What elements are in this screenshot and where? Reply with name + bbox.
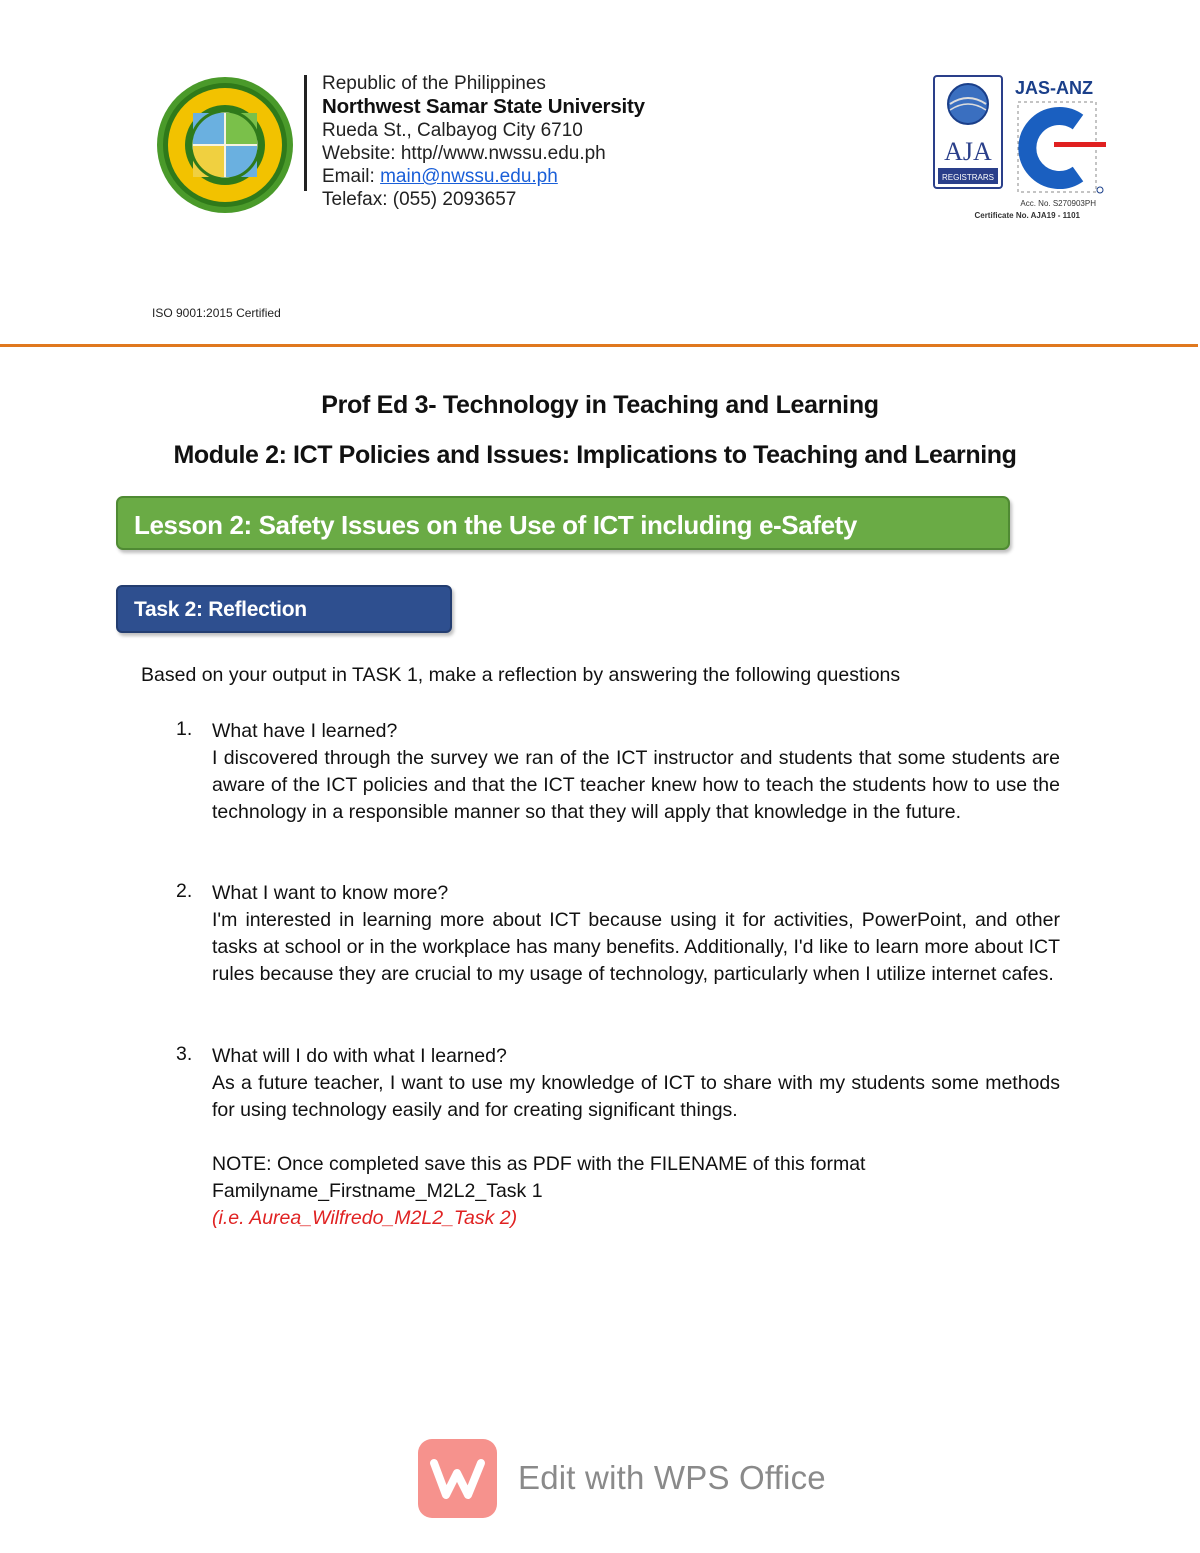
university-header xyxy=(322,72,645,212)
answer-text: As a future teacher, I want to use my knowledge of ICT to share with my students some methods for using technology easily and for creating significant things. xyxy=(212,1072,1060,1121)
question-text: What I want to know more? xyxy=(212,882,449,904)
email-link[interactable]: main@nwssu.edu.ph xyxy=(380,166,558,188)
lesson-banner xyxy=(116,496,1010,550)
cert-no-text: Certificate No. AJA19 - 1101 xyxy=(974,211,1080,220)
task-banner xyxy=(116,585,452,633)
note-line: NOTE: Once completed save this as PDF with the FILENAME of this format xyxy=(212,1153,866,1175)
jas-anz-text: JAS-ANZ xyxy=(1014,78,1094,98)
address-line: Rueda St., Calbayog City 6710 xyxy=(322,119,583,141)
note-example: (i.e. Aurea_Wilfredo_M2L2_Task 2) xyxy=(212,1207,518,1229)
question-number: 3. xyxy=(176,1043,193,1065)
question-number: 2. xyxy=(176,880,193,902)
telefax-line: Telefax: (055) 2093657 xyxy=(322,189,517,211)
website-line: Website: http//www.nwssu.edu.ph xyxy=(322,142,606,164)
lesson-title: Lesson 2: Safety Issues on the Use of ICT including e-Safety xyxy=(134,510,857,540)
aja-sub-text: REGISTRARS xyxy=(941,173,995,182)
question-text: What have I learned? xyxy=(212,720,398,742)
wps-logo-icon[interactable] xyxy=(418,1439,497,1518)
header-rule xyxy=(0,344,1198,347)
certification-logos xyxy=(932,72,1112,232)
university-name: Northwest Samar State University xyxy=(322,95,645,119)
intro-text: Based on your output in TASK 1, make a reflection by answering the following questions xyxy=(141,664,901,686)
module-title: Module 2: ICT Policies and Issues: Implications to Teaching and Learning xyxy=(173,441,1017,469)
note-filename-format: Familyname_Firstname_M2L2_Task 1 xyxy=(212,1180,543,1202)
question-text: What will I do with what I learned? xyxy=(212,1045,507,1067)
answer-text: I discovered through the survey we ran of the ICT instructor and students that some students are aware of the ICT policies and that the ICT teacher knew how to teach the students how to use the technology in a responsible manner so that they will apply that knowledge in the future. xyxy=(212,747,1060,823)
wps-edit-link[interactable]: Edit with WPS Office xyxy=(518,1459,826,1496)
iso-certified-label: ISO 9001:2015 Certified xyxy=(152,306,281,320)
task-title: Task 2: Reflection xyxy=(134,598,307,621)
email-line: Email: main@nwssu.edu.ph xyxy=(322,166,558,188)
acc-no-text: Acc. No. S270903PH xyxy=(1020,199,1096,208)
aja-text: AJA xyxy=(944,137,992,166)
country-line: Republic of the Philippines xyxy=(322,73,546,94)
course-title: Prof Ed 3- Technology in Teaching and Learning xyxy=(321,391,879,419)
header-divider xyxy=(304,75,307,191)
question-number: 1. xyxy=(176,718,193,740)
university-seal-logo xyxy=(155,75,295,215)
answer-text: I'm interested in learning more about ICT because using it for activities, PowerPoint, and other tasks at school or in the workplace has many benefits. Additionally, I'd like to learn more about ICT rules because they are crucial to my usage of technology, particularly when I utilize internet cafes. xyxy=(212,909,1060,985)
